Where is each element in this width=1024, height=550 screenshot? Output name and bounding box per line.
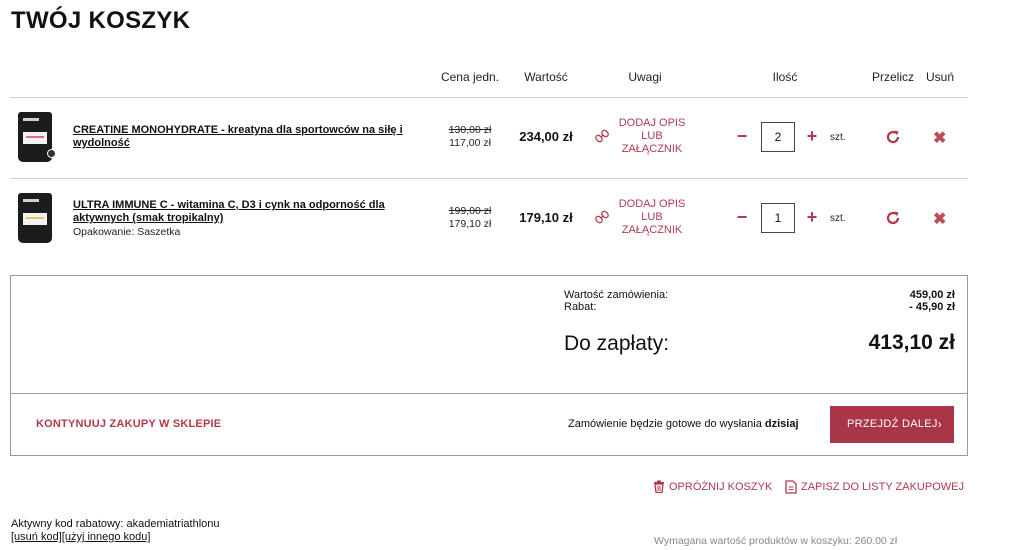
document-icon <box>785 480 797 494</box>
item-value: 179,10 zł <box>519 210 573 225</box>
to-pay-value: 413,10 zł <box>868 331 955 354</box>
product-label-stripe <box>26 136 44 138</box>
item-value: 234,00 zł <box>519 129 573 144</box>
coupon-links <box>11 531 150 543</box>
use-other-coupon-link[interactable]: [użyj innego kodu] <box>61 531 151 543</box>
close-icon[interactable]: ✖ <box>933 211 947 228</box>
old-price: 130,00 zł <box>448 124 492 136</box>
minus-icon[interactable]: − <box>736 207 748 227</box>
col-remove: Usuń <box>925 70 954 84</box>
remove-coupon-link[interactable]: [usuń kod] <box>11 531 62 543</box>
order-value-label: Wartość zamówienia: <box>564 289 669 301</box>
product-name-link[interactable]: ULTRA IMMUNE C - witamina C, D3 i cynk na odporność dla aktywnych (smak tropikalny) <box>73 199 385 224</box>
col-notes: Uwagi <box>628 70 662 84</box>
discount-label: Rabat: <box>564 301 597 313</box>
product-variant: Opakowanie: Saszetka <box>73 226 181 238</box>
col-quantity: Ilość <box>772 70 798 84</box>
refresh-icon[interactable] <box>885 210 901 226</box>
cart-item <box>10 98 968 178</box>
discount-value: - 45,90 zł <box>909 301 955 313</box>
minus-icon[interactable]: − <box>736 126 748 146</box>
quantity-input[interactable]: 2 <box>761 122 795 152</box>
unit-label: szt. <box>830 132 846 143</box>
old-price: 199,00 zł <box>448 205 492 217</box>
empty-cart-button[interactable]: OPRÓŻNIJ KOSZYK <box>669 481 772 493</box>
add-note-button[interactable]: DODAJ OPIS LUB ZAŁĄCZNIK <box>618 198 686 236</box>
col-recalc: Przelicz <box>871 70 914 84</box>
product-label-stripe <box>26 217 44 219</box>
save-to-list-button[interactable]: ZAPISZ DO LISTY ZAKUPOWEJ <box>801 481 964 493</box>
continue-shopping-link[interactable]: KONTYNUUJ ZAKUPY W SKLEPIE <box>36 418 222 430</box>
close-icon[interactable]: ✖ <box>933 130 947 147</box>
product-image[interactable] <box>18 112 52 162</box>
active-coupon-text: Aktywny kod rabatowy: akademiatriathlonu <box>11 518 220 530</box>
unit-label: szt. <box>830 213 846 224</box>
refresh-icon[interactable] <box>885 129 901 145</box>
order-summary <box>10 275 968 456</box>
proceed-button[interactable]: PRZEJDŹ DALEJ › <box>830 406 954 443</box>
unit-price: 117,00 zł <box>449 137 491 149</box>
plus-icon[interactable]: + <box>806 126 818 146</box>
cart-item <box>10 179 968 259</box>
trash-icon <box>653 480 665 493</box>
page-title: TWÓJ KOSZYK <box>11 7 191 34</box>
ready-to-ship-text: Zamówienie będzie gotowe do wysłania dzisiaj <box>568 418 799 430</box>
add-note-button[interactable]: DODAJ OPIS LUB ZAŁĄCZNIK <box>618 117 686 155</box>
required-value-text: Wymagana wartość produktów w koszyku: 260.00 zł <box>654 535 898 547</box>
unit-price: 179,10 zł <box>448 218 492 230</box>
to-pay-label: Do zapłaty: <box>564 332 670 355</box>
col-unit-price: Cena jedn. <box>440 70 500 84</box>
order-value: 459,00 zł <box>909 289 955 301</box>
chevron-right-icon: › <box>937 417 942 431</box>
plus-icon[interactable]: + <box>806 207 818 227</box>
product-name-link[interactable]: CREATINE MONOHYDRATE - kreatyna dla sportowców na siłę i wydolność <box>73 124 403 149</box>
product-image[interactable] <box>18 193 52 243</box>
summary-divider <box>11 393 967 394</box>
quantity-input[interactable]: 1 <box>761 203 795 233</box>
col-value: Wartość <box>524 70 568 84</box>
